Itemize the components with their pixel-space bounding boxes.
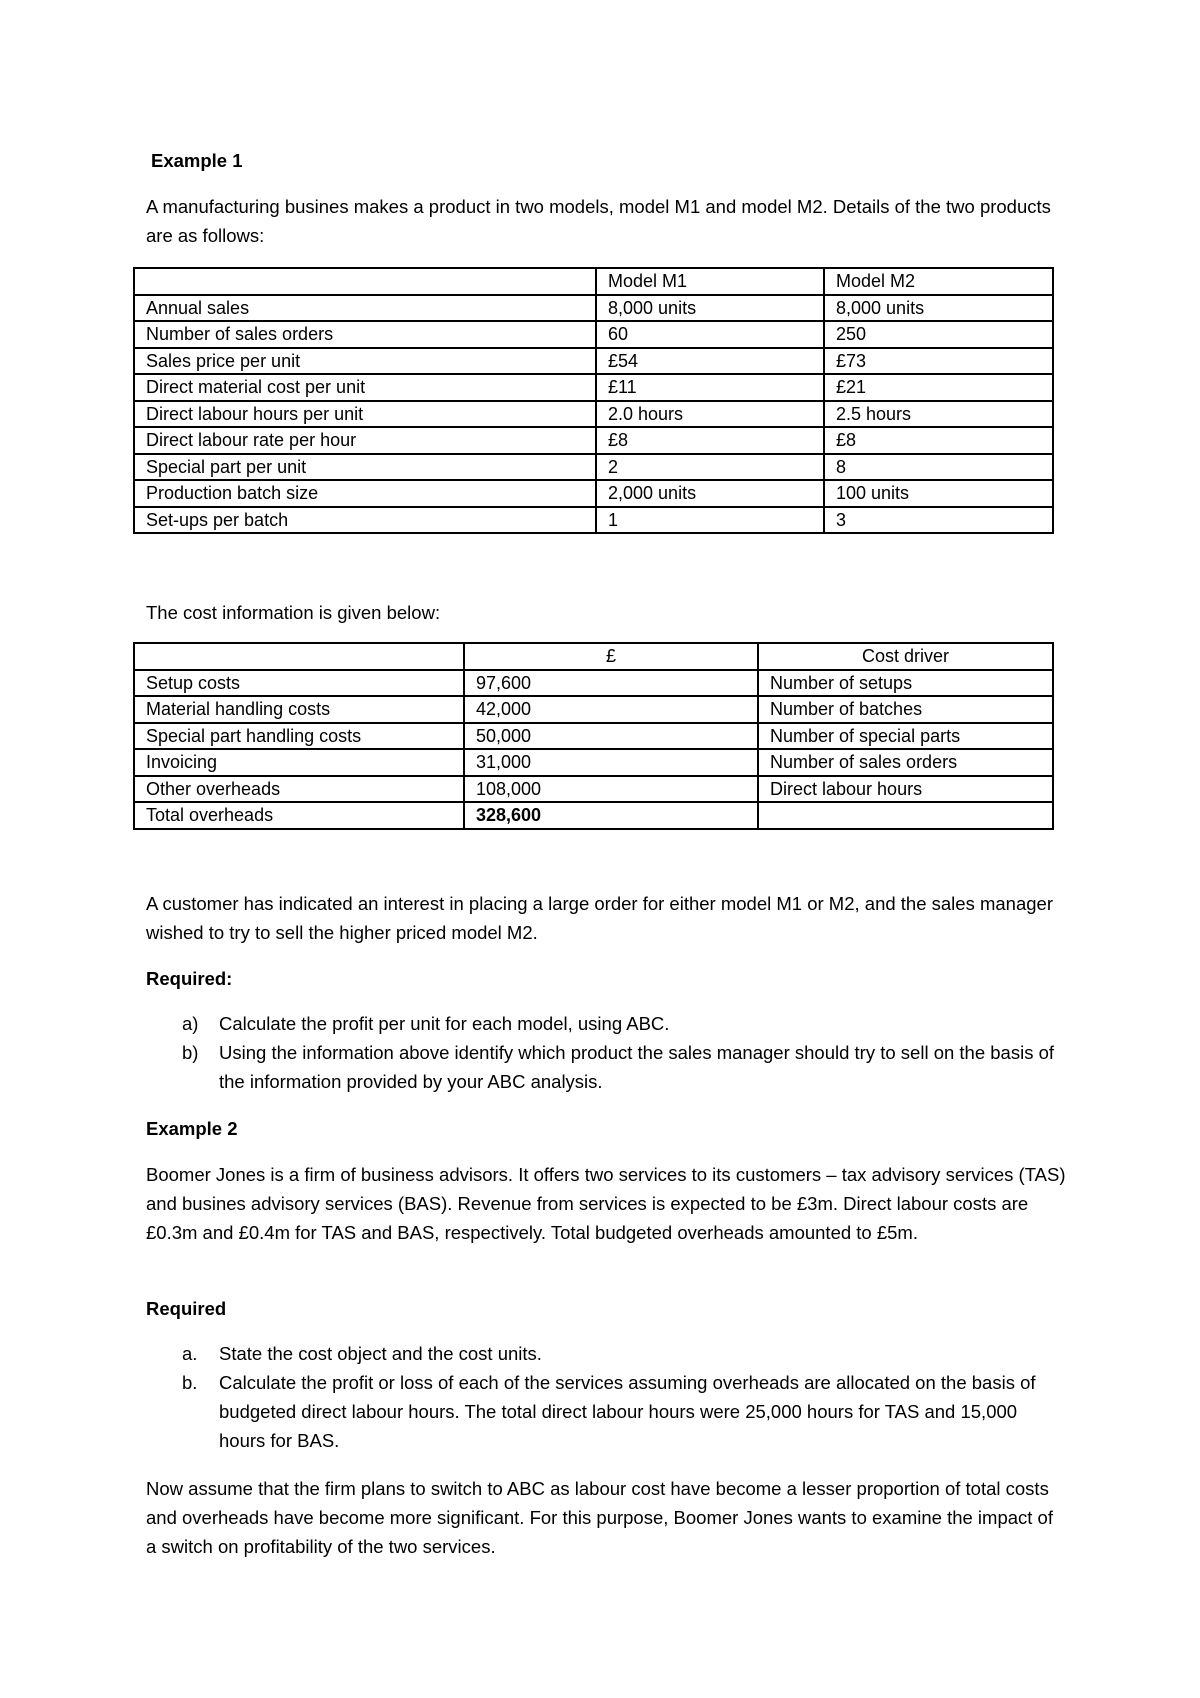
example1-heading: Example 1 [151, 150, 243, 171]
table-cell: £73 [824, 348, 1053, 375]
table-cell: 97,600 [464, 670, 758, 697]
list-marker: b. [182, 1372, 198, 1393]
table-header-cell: £ [464, 643, 758, 670]
example2-intro: Boomer Jones is a firm of business advisors. It offers two services to its customers – tax advisory services (TAS) and busines advisory services (BAS). Revenue from services is expected to be £3m. Direct labour costs are £0.3m and £0.4m for TAS and BAS, respectively. Total budgeted overheads amounted to £5m. [146, 1164, 1066, 1243]
table-cell: Special part per unit [134, 454, 596, 481]
table-header-cell [134, 643, 464, 670]
list-marker: b) [182, 1042, 199, 1063]
table-cell: Direct labour rate per hour [134, 427, 596, 454]
example1-required-list [146, 1009, 1066, 1096]
table-row [134, 348, 1053, 375]
example1-intro: A manufacturing busines makes a product in two models, model M1 and model M2. Details of the two products are as follows: [146, 196, 1051, 246]
closing-text: Now assume that the firm plans to switch to ABC as labour cost have become a lesser proportion of total costs and overheads have become more significant. For this purpose, Boomer Jones wants to examine the impact of a switch on profitability of the two services. [146, 1478, 1053, 1557]
table-cell: Other overheads [134, 776, 464, 803]
table-cell: Direct material cost per unit [134, 374, 596, 401]
table-cell: £8 [596, 427, 824, 454]
table-cell [758, 802, 1053, 829]
table-row [134, 670, 1053, 697]
customer-text: A customer has indicated an interest in placing a large order for either model M1 or M2, and the sales manager wished to try to sell the higher priced model M2. [146, 893, 1053, 943]
table-cell: Number of setups [758, 670, 1053, 697]
cost-intro: The cost information is given below: [146, 602, 441, 623]
list-marker: a. [182, 1343, 198, 1364]
table-cell: 328,600 [464, 802, 758, 829]
table-cell: Set-ups per batch [134, 507, 596, 534]
table-cell: 2,000 units [596, 480, 824, 507]
list-item [146, 1038, 1066, 1096]
products-table [133, 267, 1054, 534]
table-row [134, 776, 1053, 803]
table-cell: 2 [596, 454, 824, 481]
table-cell: 8 [824, 454, 1053, 481]
table-cell: 60 [596, 321, 824, 348]
table-cell: 8,000 units [824, 295, 1053, 322]
table-row [134, 427, 1053, 454]
table-row [134, 480, 1053, 507]
table-cell: 100 units [824, 480, 1053, 507]
table-row [134, 454, 1053, 481]
table-cell: Invoicing [134, 749, 464, 776]
table-cell: Number of sales orders [758, 749, 1053, 776]
table-cell: 31,000 [464, 749, 758, 776]
table-cell: Number of sales orders [134, 321, 596, 348]
list-item [146, 1339, 1066, 1368]
table-cell: Special part handling costs [134, 723, 464, 750]
table-row [134, 321, 1053, 348]
example2-heading: Example 2 [146, 1118, 238, 1139]
table-header-row [134, 268, 1053, 295]
table-cell: Material handling costs [134, 696, 464, 723]
table-row [134, 723, 1053, 750]
table-cell: 42,000 [464, 696, 758, 723]
list-item [146, 1368, 1066, 1455]
table-header-cell: Cost driver [758, 643, 1053, 670]
table-row [134, 802, 1053, 829]
table-header-row [134, 643, 1053, 670]
list-text: Calculate the profit or loss of each of the services assuming overheads are allocated on the basis of budgeted direct labour hours. The total direct labour hours were 25,000 hours for TAS and 15,000 hours for BAS. [219, 1372, 1036, 1451]
table-cell: Sales price per unit [134, 348, 596, 375]
table-cell: 2.0 hours [596, 401, 824, 428]
table-cell: 2.5 hours [824, 401, 1053, 428]
table-cell: £21 [824, 374, 1053, 401]
list-text: Using the information above identify which product the sales manager should try to sell on the basis of the information provided by your ABC analysis. [219, 1042, 1055, 1092]
table-header-cell [134, 268, 596, 295]
table-cell: Total overheads [134, 802, 464, 829]
table-cell: £54 [596, 348, 824, 375]
list-marker: a) [182, 1013, 199, 1034]
example2-required-heading: Required [146, 1298, 227, 1319]
table-cell: Production batch size [134, 480, 596, 507]
table-header-cell: Model M2 [824, 268, 1053, 295]
table-cell: Annual sales [134, 295, 596, 322]
table-cell: Direct labour hours per unit [134, 401, 596, 428]
table-cell: 1 [596, 507, 824, 534]
cost-table [133, 642, 1054, 830]
list-item [146, 1009, 1066, 1038]
table-cell: Setup costs [134, 670, 464, 697]
table-cell: 108,000 [464, 776, 758, 803]
table-cell: 3 [824, 507, 1053, 534]
table-cell: Number of special parts [758, 723, 1053, 750]
list-text: Calculate the profit per unit for each model, using ABC. [219, 1013, 670, 1034]
table-cell: £11 [596, 374, 824, 401]
table-row [134, 507, 1053, 534]
example1-required-heading: Required: [146, 968, 233, 989]
table-row [134, 401, 1053, 428]
table-row [134, 374, 1053, 401]
table-cell: Number of batches [758, 696, 1053, 723]
table-cell: £8 [824, 427, 1053, 454]
table-cell: 50,000 [464, 723, 758, 750]
list-text: State the cost object and the cost units. [219, 1343, 542, 1364]
table-cell: 8,000 units [596, 295, 824, 322]
table-row [134, 696, 1053, 723]
table-cell: 250 [824, 321, 1053, 348]
table-cell: Direct labour hours [758, 776, 1053, 803]
table-row [134, 295, 1053, 322]
table-header-cell: Model M1 [596, 268, 824, 295]
table-row [134, 749, 1053, 776]
example2-required-list [146, 1339, 1066, 1455]
